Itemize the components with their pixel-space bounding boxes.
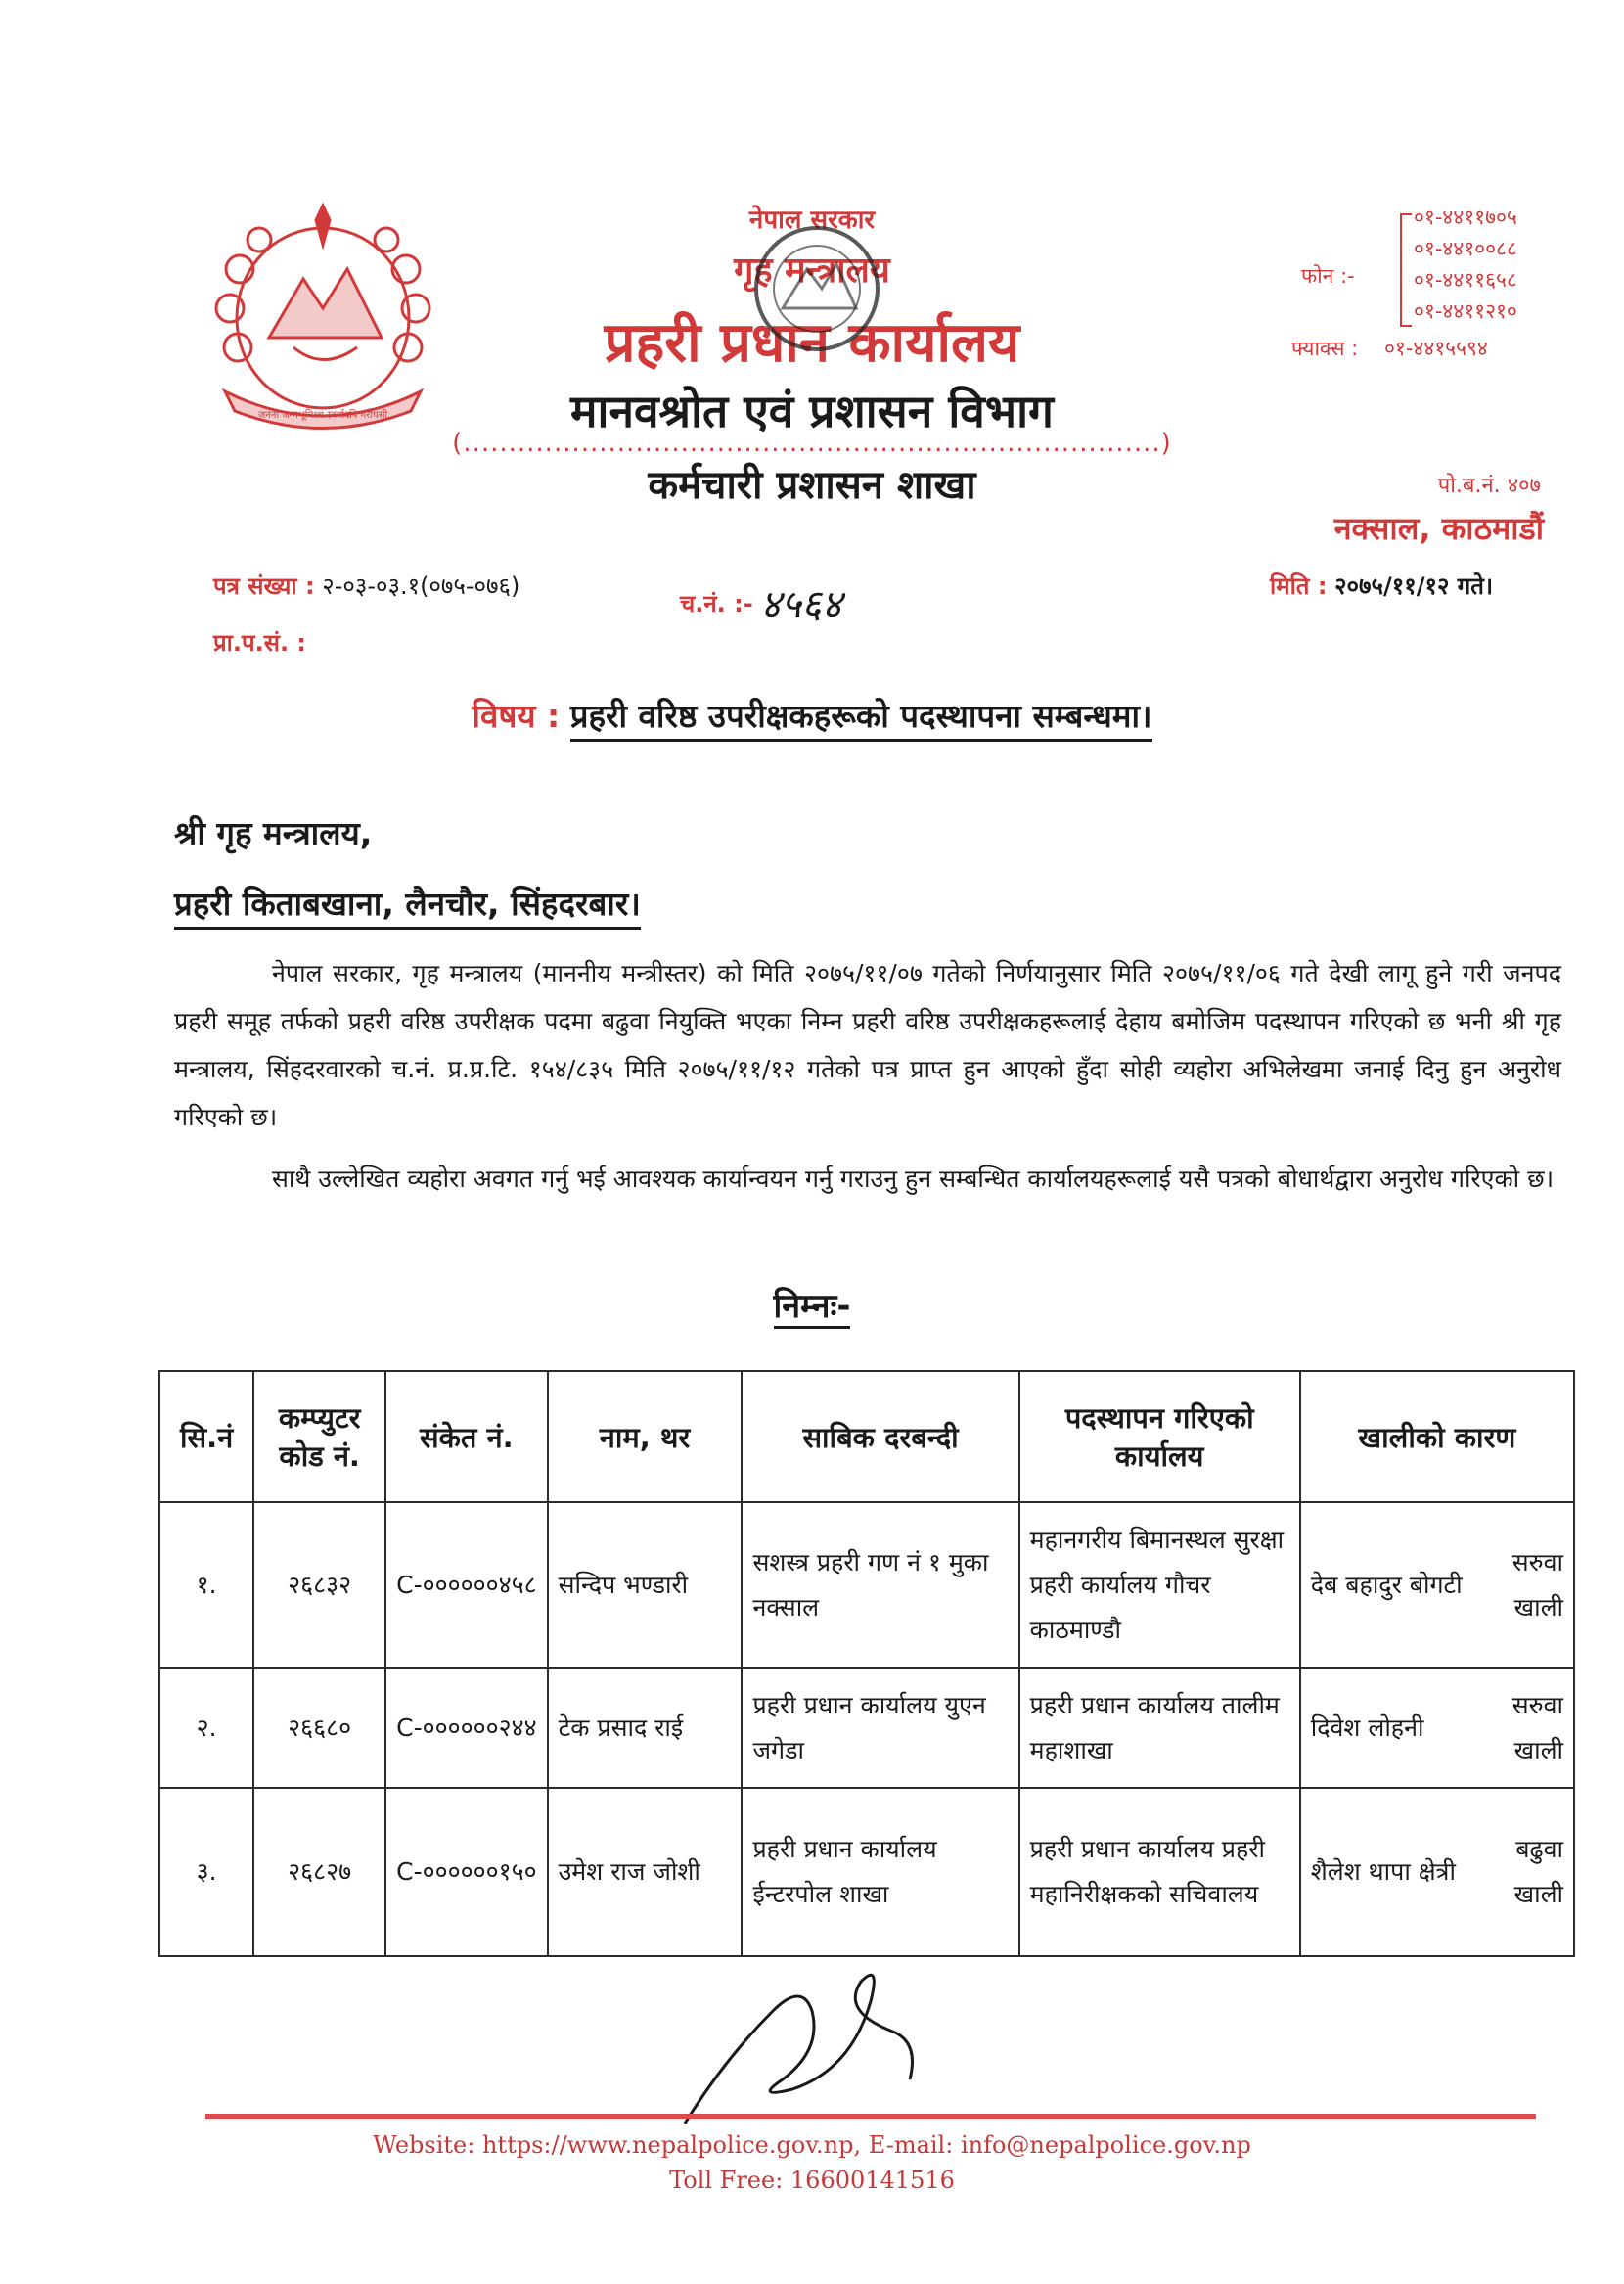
col-header: कम्प्युटर कोड नं. bbox=[253, 1371, 385, 1502]
posting-table bbox=[158, 1370, 1575, 1957]
footer-divider bbox=[205, 2114, 1536, 2119]
cell-vacancy-reason: सरुवा खाली bbox=[1482, 1502, 1574, 1668]
dispatch-number bbox=[680, 570, 842, 627]
phone-number: ०१-४४११७०५ bbox=[1414, 206, 1517, 229]
office-name: प्रहरी प्रधान कार्यालय bbox=[604, 311, 1020, 375]
cell-posted-office: प्रहरी प्रधान कार्यालय प्रहरी महानिरीक्षकको सचिवालय bbox=[1019, 1788, 1300, 1956]
list-heading: निम्नः- bbox=[0, 1282, 1624, 1327]
office-stamp bbox=[744, 215, 890, 362]
col-header: सि.नं bbox=[159, 1371, 253, 1502]
cell-sn: १. bbox=[159, 1502, 253, 1668]
cell-previous-post: प्रहरी प्रधान कार्यालय युएन जगेडा bbox=[742, 1668, 1018, 1788]
phone-label: फोन :- bbox=[1301, 264, 1355, 288]
table-header-row bbox=[159, 1371, 1574, 1502]
body-paragraph-2: साथै उल्लेखित व्यहोरा अवगत गर्नु भई आवश्यक कार्यान्वयन गर्नु गराउनु हुन सम्बन्धित कार्यालयहरूलाई यसै पत्रको बोधार्थद्वारा अनुरोध गरिएको छ। bbox=[272, 1165, 1555, 1193]
col-header: नाम, थर bbox=[548, 1371, 743, 1502]
subject-line bbox=[0, 693, 1624, 737]
cell-name: टेक प्रसाद राई bbox=[548, 1668, 743, 1788]
dispatch-label: च.नं. :- bbox=[680, 590, 753, 617]
emblem-motto: जननी जन्मभूमिश्च स्वर्गादपि गरीयसी bbox=[257, 410, 388, 421]
footer-contact: Website: https://www.nepalpolice.gov.np, E-mail: info@nepalpolice.gov.np bbox=[373, 2131, 1251, 2159]
government-name: नेपाल सरकार bbox=[748, 206, 876, 235]
cell-name: सन्दिप भण्डारी bbox=[548, 1502, 743, 1668]
date-label: मिति : bbox=[1270, 572, 1328, 600]
letter-number bbox=[213, 570, 519, 602]
department-name: मानवश्रोत एवं प्रशासन विभाग bbox=[570, 385, 1054, 437]
cell-sn: ३. bbox=[159, 1788, 253, 1956]
cell-symbol: C-००००००२४४ bbox=[385, 1668, 547, 1788]
phone-bracket bbox=[1400, 213, 1412, 327]
cell-vacancy-reason: बढुवा खाली bbox=[1482, 1788, 1574, 1956]
phone-number: ०१-४४११२१० bbox=[1414, 299, 1517, 323]
cell-symbol: C-००००००४५८ bbox=[385, 1502, 547, 1668]
addressee-line-1: श्री गृह मन्त्रालय, bbox=[174, 814, 373, 852]
date-value: २०७५/११/१२ गते। bbox=[1334, 572, 1494, 600]
fax-label: फ्याक्स : bbox=[1291, 337, 1359, 360]
col-header: खालीको कारण bbox=[1300, 1371, 1574, 1502]
office-address: नक्साल, काठमाडौं bbox=[1333, 510, 1544, 547]
signature bbox=[665, 1942, 949, 2133]
cell-previous-post: सशस्त्र प्रहरी गण नं १ मुका नक्साल bbox=[742, 1502, 1018, 1668]
col-header: साबिक दरबन्दी bbox=[742, 1371, 1018, 1502]
letter-number-label: पत्र संख्या : bbox=[213, 572, 315, 600]
ministry-name: गृह मन्त्रालय bbox=[734, 251, 890, 291]
table-row bbox=[159, 1502, 1574, 1668]
cell-previous-post: प्रहरी प्रधान कार्यालय ईन्टरपोल शाखा bbox=[742, 1788, 1018, 1956]
letter-date bbox=[1270, 570, 1493, 602]
letter-number-value: २-०३-०३.१(०७५-०७६) bbox=[322, 572, 520, 600]
table-row bbox=[159, 1668, 1574, 1788]
cell-posted-office: प्रहरी प्रधान कार्यालय तालीम महाशाखा bbox=[1019, 1668, 1300, 1788]
table-row bbox=[159, 1788, 1574, 1956]
fax-number: ०१-४४१५५९४ bbox=[1384, 337, 1488, 360]
body-paragraph-1: नेपाल सरकार, गृह मन्त्रालय (माननीय मन्त्रीस्तर) को मिति २०७५/११/०७ गतेको निर्णयानुसार मिति २०७५/११/०६ गते देखी लागू हुने गरी जनपद प्रहरी समूह तर्फको प्रहरी वरिष्ठ उपरीक्षक पदमा बढुवा नियुक्ति भएका निम्न प्रहरी वरिष्ठ उपरीक्षकहरूलाई देहाय बमोजिम पदस्थापन गरिएको छ भनी श्री गृह मन्त्रालय, सिंहदरवारको च.नं. प्र.प्र.टि. १५४/८३५ मिति २०७५/११/१२ गतेको पत्र प्राप्त हुन आएको हुँदा सोही व्यहोरा अभिलेखमा जनाई दिनु हुन अनुरोध गरिएको छ। bbox=[174, 959, 1561, 1131]
addressee-line-2: प्रहरी किताबखाना, लैनचौर, सिंहदरबार। bbox=[174, 881, 641, 930]
prapa-label: प्रा.प.सं. : bbox=[213, 629, 307, 657]
cell-code: २६८२७ bbox=[253, 1788, 385, 1956]
dispatch-value: ४५६४ bbox=[760, 582, 842, 627]
cell-posted-office: महानगरीय बिमानस्थल सुरक्षा प्रहरी कार्यालय गौचर काठमाण्डौ bbox=[1019, 1502, 1300, 1668]
cell-vacancy-reason: सरुवा खाली bbox=[1482, 1668, 1574, 1788]
cell-code: २६६८० bbox=[253, 1668, 385, 1788]
subject-label: विषय : bbox=[472, 697, 561, 735]
branch-name: कर्मचारी प्रशासन शाखा bbox=[648, 463, 976, 508]
cell-code: २६८३२ bbox=[253, 1502, 385, 1668]
cell-sn: २. bbox=[159, 1668, 253, 1788]
cell-name: उमेश राज जोशी bbox=[548, 1788, 743, 1956]
subject-text: प्रहरी वरिष्ठ उपरीक्षकहरूको पदस्थापना सम्बन्धमा। bbox=[570, 697, 1152, 742]
phone-number: ०१-४४११६५८ bbox=[1414, 268, 1517, 292]
cell-vacancy-person: शैलेश थापा क्षेत्री bbox=[1300, 1788, 1482, 1956]
cell-symbol: C-००००००१५० bbox=[385, 1788, 547, 1956]
cell-vacancy-person: दिवेश लोहनी bbox=[1300, 1668, 1482, 1788]
col-header: पदस्थापन गरिएको कार्यालय bbox=[1019, 1371, 1300, 1502]
po-box: पो.ब.नं. ४०७ bbox=[1437, 474, 1541, 498]
cell-vacancy-person: देब बहादुर बोगटी bbox=[1300, 1502, 1482, 1668]
col-header: संकेत नं. bbox=[385, 1371, 547, 1502]
department-underline: (.............................................................................) bbox=[452, 429, 1172, 458]
footer-tollfree: Toll Free: 16600141516 bbox=[669, 2167, 955, 2194]
phone-number: ०१-४४१००८८ bbox=[1414, 237, 1517, 260]
